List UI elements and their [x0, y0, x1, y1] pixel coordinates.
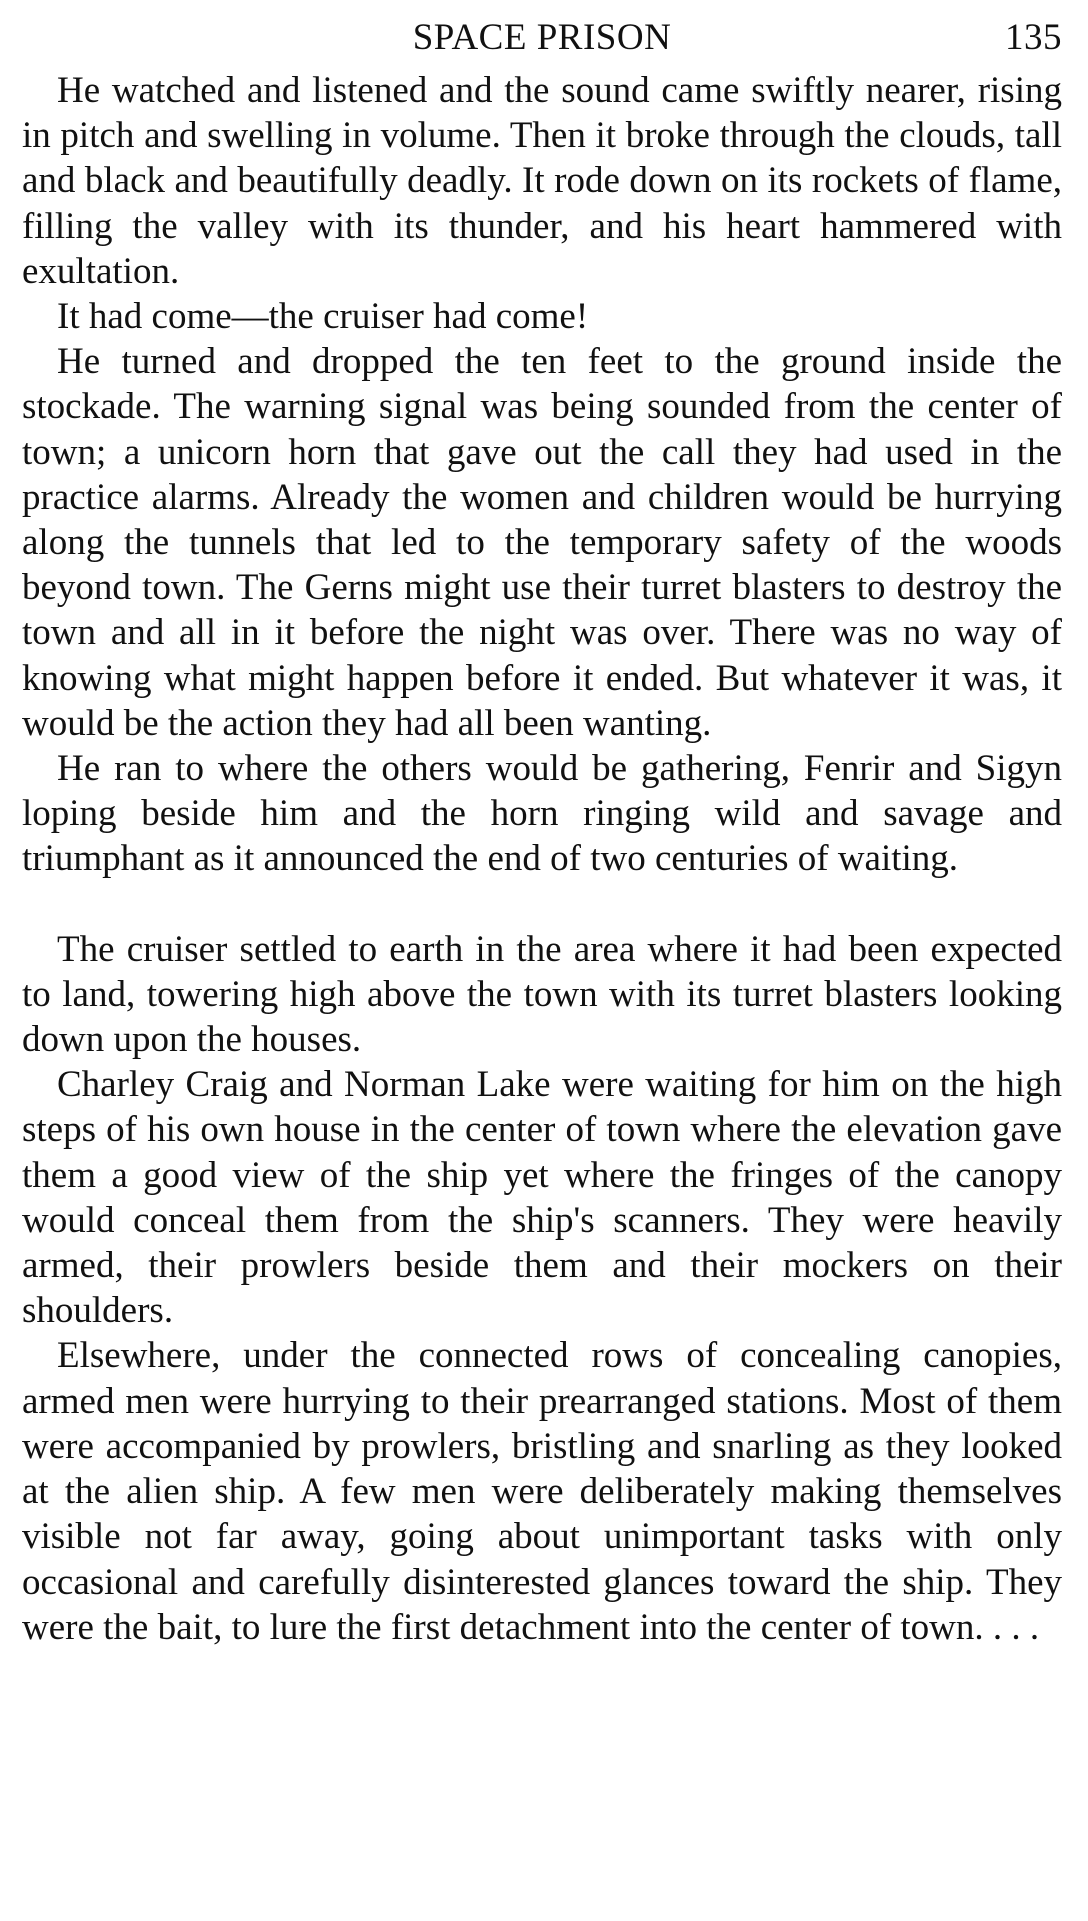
page-number: 135	[1005, 17, 1062, 58]
running-head	[22, 16, 1062, 68]
paragraph: He ran to where the others would be gathering, Fenrir and Sigyn loping beside him and the horn ringing wild and savage and triumphant as it announced the end of two centuries of waiting.	[22, 748, 1062, 880]
section-break	[22, 882, 1062, 927]
paragraph: It had come—the cruiser had come!	[57, 296, 589, 338]
paragraph: The cruiser settled to earth in the area where it had been expected to land, towering high above the town with its turret blasters looking down upon the houses.	[22, 928, 1062, 1061]
book-page	[22, 16, 1062, 1650]
paragraph: Elsewhere, under the connected rows of concealing canopies, armed men were hurrying to their prearranged stations. Most of them were accompanied by prowlers, bristling and snarling as they looked at the alien ship. A few men were deliberately making themselves visible not far away, going about unimportant tasks with only occasional and carefully disinterested glances toward the ship. They were the bait, to lure the first detachment into the center of town. . . .	[22, 1335, 1062, 1648]
paragraph: Charley Craig and Norman Lake were waiting for him on the high steps of his own house in the center of town where the elevation gave them a good view of the ship yet where the fringes of the canopy would conceal them from the ship's scanners. They were heavily armed, their prowlers beside them and their mockers on their shoulders.	[22, 1064, 1062, 1332]
paragraph: He watched and listened and the sound came swiftly nearer, rising in pitch and swelling in volume. Then it broke through the clouds, tall and black and beautifully deadly. It rode down on its rockets of flame, filling the valley with its thunder, and his heart hammered with exultation.	[22, 70, 1062, 292]
paragraph: He turned and dropped the ten feet to the ground inside the stockade. The warning signal was being sounded from the center of town; a unicorn horn that gave out the call they had used in the practice alarms. Already the women and children would be hurrying along the tunnels that led to the temporary safety of the woods beyond town. The Gerns might use their turret blasters to destroy the town and all in it before the night was over. There was no way of knowing what might happen before it ended. But whatever it was, it would be the action they had all been wanting.	[22, 341, 1062, 744]
running-title: SPACE PRISON	[412, 17, 672, 58]
